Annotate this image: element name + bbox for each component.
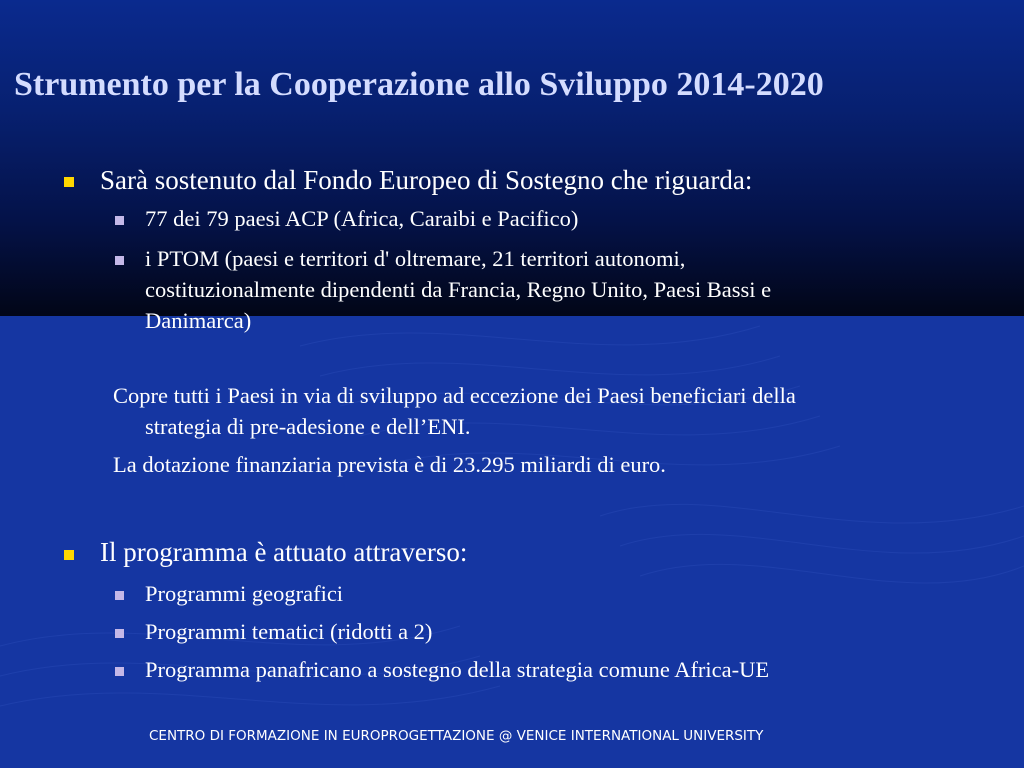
sub-bullet-square-icon [115, 591, 124, 600]
section1-subitem-ptom-line2: costituzionalmente dipendenti da Francia, Regno Unito, Paesi Bassi e [145, 277, 772, 302]
slide-title: Strumento per la Cooperazione allo Sviluppo 2014-2020 [14, 66, 824, 103]
section1-subitem-acp: 77 dei 79 paesi ACP (Africa, Caraibi e Pacifico) [145, 206, 579, 231]
paragraph-budget: La dotazione finanziaria prevista è di 23.295 miliardi di euro. [113, 452, 666, 477]
paragraph-coverage-line1: Copre tutti i Paesi in via di sviluppo ad eccezione dei Paesi beneficiari della [113, 383, 796, 408]
section1-subitem-ptom-line3: Danimarca) [145, 308, 252, 333]
sub-bullet-square-icon [115, 629, 124, 638]
paragraph-coverage-line2: strategia di pre-adesione e dell’ENI. [145, 414, 471, 439]
section1-subitem-ptom-line1: i PTOM (paesi e territori d' oltremare, 21 territori autonomi, [145, 246, 686, 271]
sub-bullet-square-icon [115, 256, 124, 265]
section2-subitem-thematic: Programmi tematici (ridotti a 2) [145, 619, 433, 644]
bullet-square-icon [64, 177, 74, 187]
sub-bullet-square-icon [115, 216, 124, 225]
section1-heading: Sarà sostenuto dal Fondo Europeo di Sostegno che riguarda: [100, 165, 753, 195]
bullet-square-icon [64, 550, 74, 560]
section2-heading: Il programma è attuato attraverso: [100, 537, 468, 567]
slide-footer: CENTRO DI FORMAZIONE IN EUROPROGETTAZIONE @ VENICE INTERNATIONAL UNIVERSITY [149, 728, 764, 744]
sub-bullet-square-icon [115, 667, 124, 676]
section2-subitem-panafrican: Programma panafricano a sostegno della strategia comune Africa-UE [145, 657, 770, 682]
section2-subitem-geographic: Programmi geografici [145, 581, 344, 606]
